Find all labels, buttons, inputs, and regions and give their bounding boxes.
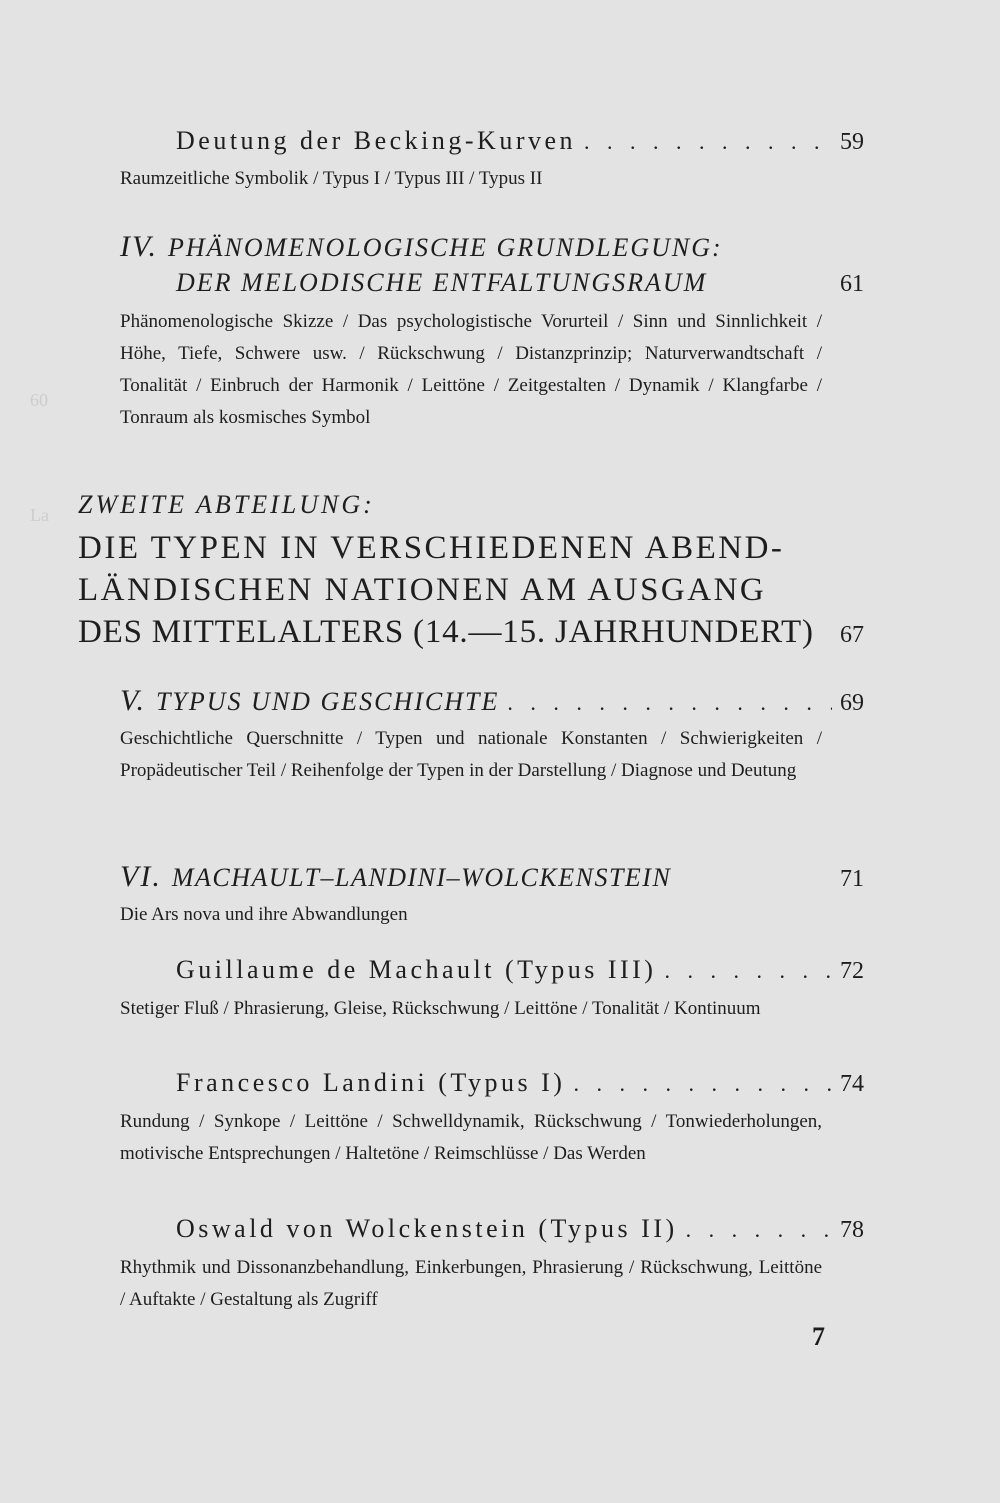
entry-description: Rundung / Synkope / Leittöne / Schwelldynamik, Rückschwung / Tonwiederholungen, motivische Entsprechungen / Haltetöne / Reimschlüsse / Das Werden xyxy=(120,1111,822,1164)
leader-dots xyxy=(584,129,832,155)
entry-title: PHÄNOMENOLOGISCHE GRUNDLEGUNG: xyxy=(167,233,723,262)
part-title-line3: DES MITTELALTERS (14.—15. JAHRHUNDERT) 67 xyxy=(78,614,864,650)
part-title-line1: DIE TYPEN IN VERSCHIEDENEN ABEND- xyxy=(78,530,785,566)
entry-title: TYPUS UND GESCHICHTE xyxy=(155,687,500,716)
page-ref: 69 xyxy=(840,690,864,716)
entry-description: Geschichtliche Querschnitte / Typen und nationale Konstanten / Schwierigkeiten / Propädeutischer Teil / Reihenfolge der Typen in der Darstellung / Diagnose und Deutung xyxy=(120,728,822,781)
page-number: 7 xyxy=(812,1322,825,1351)
page-ref: 61 xyxy=(840,271,864,297)
page-ref: 78 xyxy=(840,1217,864,1243)
page-ref: 59 xyxy=(840,129,864,155)
page-ref: 72 xyxy=(840,958,864,984)
toc-entry-becking xyxy=(176,126,864,156)
toc-entry-landini xyxy=(176,1068,864,1098)
page-ref: 71 xyxy=(840,866,864,892)
leader-dots xyxy=(664,958,832,984)
entry-title: Oswald von Wolckenstein (Typus II) xyxy=(176,1214,678,1243)
toc-entry-iv-line2 xyxy=(176,268,864,298)
chapter-numeral: VI. xyxy=(120,860,162,893)
show-through-mark: La xyxy=(30,505,49,525)
entry-description: Raumzeitliche Symbolik / Typus I / Typus III / Typus II xyxy=(120,168,543,189)
entry-title: Francesco Landini (Typus I) xyxy=(176,1068,566,1097)
toc-entry-iv-line1 xyxy=(120,230,723,264)
entry-title: MACHAULT–LANDINI–WOLCKENSTEIN xyxy=(171,863,672,892)
page-ref: 74 xyxy=(840,1071,864,1097)
entry-title: Guillaume de Machault (Typus III) xyxy=(176,955,657,984)
part-title-line2: LÄNDISCHEN NATIONEN AM AUSGANG xyxy=(78,572,767,608)
entry-description: Phänomenologische Skizze / Das psychologistische Vorurteil / Sinn und Sinnlichkeit / Höhe, Tiefe, Schwere usw. / Rückschwung / Distanzprinzip; Naturverwandtschaft / Tonalität / Einbruch der Harmonik / Leittöne / Zeitgestalten / Dynamik / Klangfarbe / Tonraum als kosmisches Symbol xyxy=(120,311,822,428)
chapter-numeral: IV. xyxy=(120,230,158,263)
entry-description: Stetiger Fluß / Phrasierung, Gleise, Rückschwung / Leittöne / Tonalität / Kontinuum xyxy=(120,998,761,1019)
part-subtitle: ZWEITE ABTEILUNG: xyxy=(78,490,375,519)
toc-entry-vi xyxy=(120,860,864,894)
toc-entry-wolckenstein xyxy=(176,1214,864,1244)
entry-title-continued: DER MELODISCHE ENTFALTUNGSRAUM xyxy=(176,268,708,297)
chapter-numeral: V. xyxy=(120,684,146,717)
entry-title: Deutung der Becking-Kurven xyxy=(176,126,577,155)
toc-entry-machault xyxy=(176,955,864,985)
page-ref: 67 xyxy=(840,622,864,648)
entry-description: Rhythmik und Dissonanzbehandlung, Einkerbungen, Phrasierung / Rückschwung, Leittöne / Auftakte / Gestaltung als Zugriff xyxy=(120,1257,822,1310)
leader-dots xyxy=(573,1071,832,1097)
entry-description: Die Ars nova und ihre Abwandlungen xyxy=(120,904,408,925)
leader-dots xyxy=(686,1217,832,1243)
toc-entry-v xyxy=(120,684,864,718)
show-through-mark: 60 xyxy=(30,390,48,410)
leader-dots xyxy=(507,690,832,716)
